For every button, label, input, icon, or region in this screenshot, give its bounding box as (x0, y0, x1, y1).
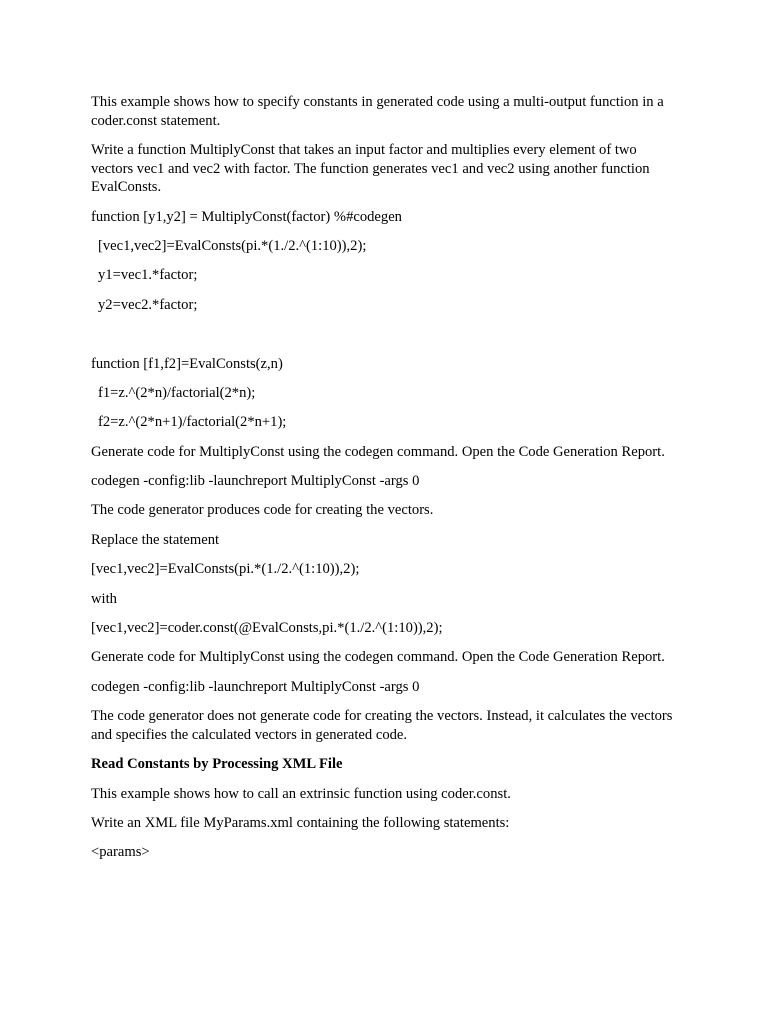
replace-paragraph: Replace the statement (91, 531, 220, 548)
result-paragraph: The code generator does not generate code for creating the vectors. Instead, it calculates the vectors and specifies the calculated vectors in generated code. (91, 708, 673, 743)
codegen-command: codegen -config:lib -launchreport MultiplyConst -args 0 (91, 473, 420, 490)
xml-instruction-paragraph: Write an XML file MyParams.xml containing the following statements: (91, 814, 510, 831)
generate-paragraph: Generate code for MultiplyConst using the codegen command. Open the Code Generation Report. (91, 649, 665, 666)
blank-line (91, 325, 681, 344)
section-heading: Read Constants by Processing XML File (91, 756, 343, 773)
code-line: y1=vec1.*factor; (98, 267, 198, 284)
result-paragraph: The code generator produces code for creating the vectors. (91, 502, 434, 519)
codegen-command: codegen -config:lib -launchreport MultiplyConst -args 0 (91, 678, 420, 695)
code-line: f2=z.^(2*n+1)/factorial(2*n+1); (98, 414, 287, 431)
document-page (91, 93, 681, 873)
intro-paragraph: This example shows how to specify constants in generated code using a multi-output function in a coder.const statement. (91, 94, 664, 129)
instruction-paragraph: Write a function MultiplyConst that takes an input factor and multiplies every element of two vectors vec1 and vec2 with factor. The function generates vec1 and vec2 using another function EvalConsts. (91, 141, 650, 196)
xml-code-line: <params> (91, 844, 150, 861)
code-line: f1=z.^(2*n)/factorial(2*n); (98, 384, 256, 401)
code-line: [vec1,vec2]=EvalConsts(pi.*(1./2.^(1:10)),2); (91, 561, 360, 578)
code-line: function [y1,y2] = MultiplyConst(factor) %#codegen (91, 208, 402, 225)
example-paragraph: This example shows how to call an extrinsic function using coder.const. (91, 785, 511, 802)
with-paragraph: with (91, 590, 117, 607)
code-line: function [f1,f2]=EvalConsts(z,n) (91, 355, 283, 372)
generate-paragraph: Generate code for MultiplyConst using the codegen command. Open the Code Generation Report. (91, 443, 665, 460)
code-line: [vec1,vec2]=coder.const(@EvalConsts,pi.*(1./2.^(1:10)),2); (91, 620, 443, 637)
code-line: y2=vec2.*factor; (98, 296, 198, 313)
code-line: [vec1,vec2]=EvalConsts(pi.*(1./2.^(1:10)),2); (98, 237, 367, 254)
